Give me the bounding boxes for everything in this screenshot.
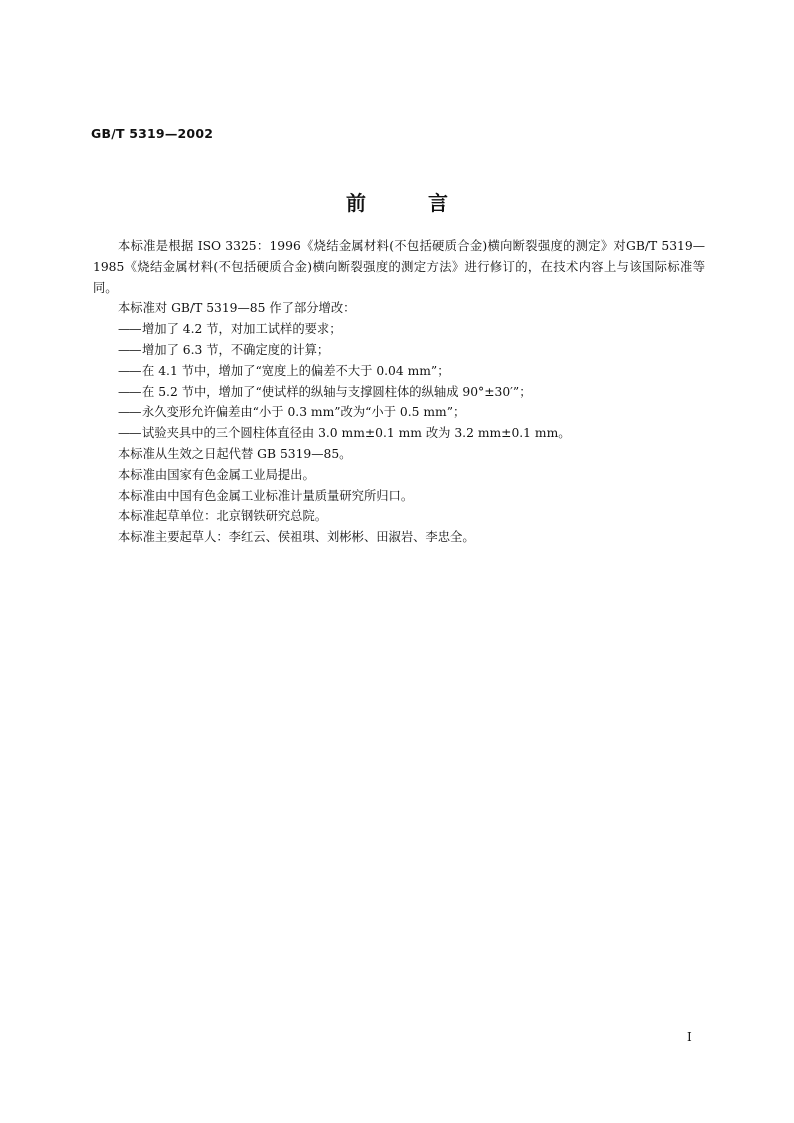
page-title-char-2: 言 [428,191,448,215]
page-title-char-1: 前 [346,191,366,215]
standard-number: GB/T 5319—2002 [91,126,214,141]
proposed-by-statement: 本标准由国家有色金属工业局提出。 [118,467,315,482]
changes-intro: 本标准对 GB/T 5319—85 作了部分增改： [118,301,356,316]
change-item [93,340,705,361]
change-item [93,423,705,444]
dash-marker: —— [118,342,141,357]
dash-marker: —— [118,322,141,337]
change-text: 在 5.2 节中，增加了“使试样的纵轴与支撑圆柱体的纵轴成 90°±30′”； [142,384,532,399]
dash-marker: —— [118,363,141,378]
change-item [93,402,705,423]
change-text: 在 4.1 节中，增加了“宽度上的偏差不大于 0.04 mm”； [142,363,450,378]
change-item [93,319,705,340]
intro-paragraph: 本标准是根据 ISO 3325：1996《烧结金属材料(不包括硬质合金)横向断裂强度的测定》对GB/T 5319—1985《烧结金属材料(不包括硬质合金)横向断裂强度的测定方法》进行修订的，在技术内容上与该国际标准等同。 [93,239,705,295]
change-text: 增加了 4.2 节，对加工试样的要求； [142,322,342,337]
page-title [0,187,794,216]
page-number: I [687,1030,692,1044]
drafters-statement: 本标准主要起草人：李红云、侯祖琪、刘彬彬、田淑岩、李忠全。 [118,530,475,545]
change-item [93,361,705,382]
foreword-body [93,236,705,548]
drafting-unit-statement: 本标准起草单位：北京钢铁研究总院。 [118,509,328,524]
managed-by-statement: 本标准由中国有色金属工业标准计量质量研究所归口。 [118,488,414,503]
dash-marker: —— [118,405,141,420]
dash-marker: —— [118,384,141,399]
change-text: 增加了 6.3 节，不确定度的计算； [142,342,330,357]
replaces-statement: 本标准从生效之日起代替 GB 5319—85。 [118,446,352,461]
change-text: 永久变形允许偏差由“小于 0.3 mm”改为“小于 0.5 mm”； [142,405,466,420]
dash-marker: —— [118,426,141,441]
change-text: 试验夹具中的三个圆柱体直径由 3.0 mm±0.1 mm 改为 3.2 mm±0.1 mm。 [142,426,571,441]
change-item [93,382,705,403]
